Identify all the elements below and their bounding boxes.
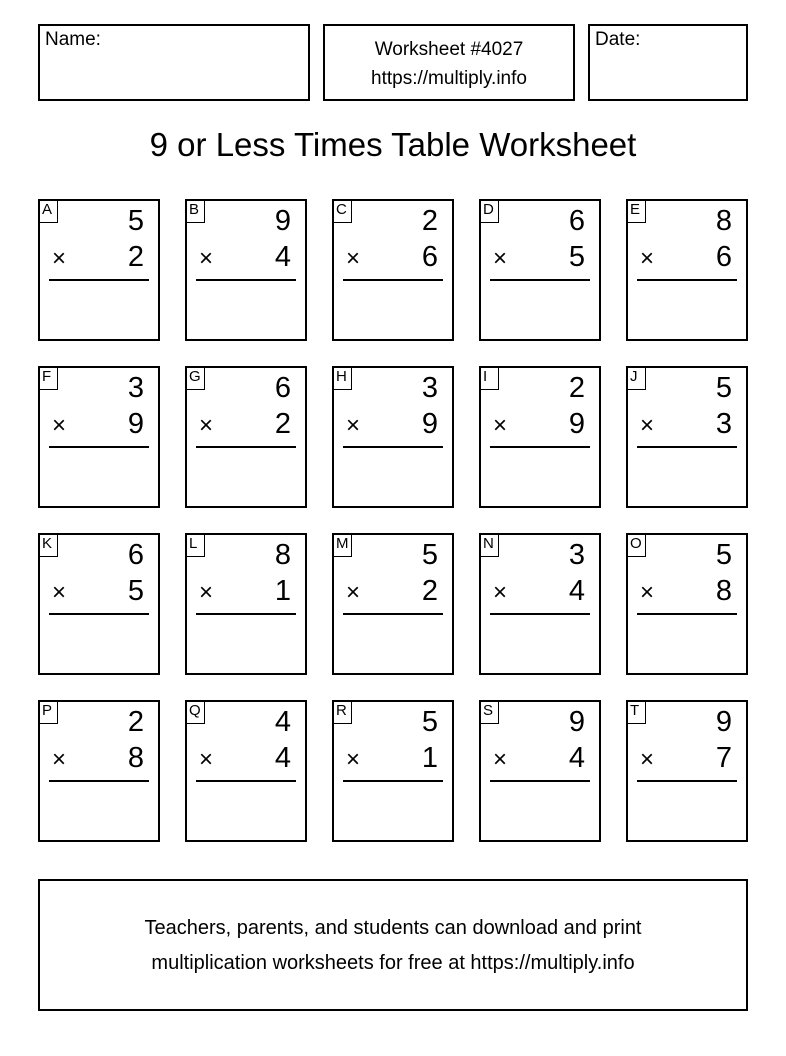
problem-label: B [185, 199, 205, 223]
multiplier: 2 [421, 575, 438, 607]
worksheet-url: https://multiply.info [371, 68, 527, 89]
multiplier: 5 [568, 241, 585, 273]
multiplicand: 5 [421, 539, 438, 571]
times-sign: × [199, 412, 214, 439]
answer-rule [49, 279, 149, 281]
times-sign: × [346, 412, 361, 439]
answer-rule [196, 446, 296, 448]
times-sign: × [199, 579, 214, 606]
answer-rule [490, 279, 590, 281]
multiplier: 2 [127, 241, 144, 273]
problem-label: N [479, 533, 499, 557]
times-sign: × [640, 245, 655, 272]
answer-rule [637, 780, 737, 782]
multiplicand: 6 [568, 205, 585, 237]
answer-rule [49, 613, 149, 615]
multiplicand: 4 [274, 706, 291, 738]
times-sign: × [52, 412, 67, 439]
worksheet-number: Worksheet #4027 [374, 39, 524, 60]
problem-card[interactable] [185, 366, 307, 508]
answer-rule [196, 780, 296, 782]
problem-card[interactable] [38, 533, 160, 675]
multiplicand: 6 [127, 539, 144, 571]
problem-card[interactable] [38, 199, 160, 341]
problem-card[interactable] [626, 366, 748, 508]
multiplier: 4 [274, 241, 291, 273]
answer-rule [343, 279, 443, 281]
multiplicand: 9 [568, 706, 585, 738]
page-title: 9 or Less Times Table Worksheet [149, 126, 637, 163]
answer-rule [49, 780, 149, 782]
footer-line-2: multiplication worksheets for free at https://multiply.info [151, 952, 635, 974]
multiplier: 4 [568, 742, 585, 774]
multiplicand: 5 [715, 372, 732, 404]
multiplicand: 5 [421, 706, 438, 738]
problem-card[interactable] [479, 700, 601, 842]
problem-card[interactable] [626, 700, 748, 842]
answer-rule [343, 613, 443, 615]
problem-label: A [38, 199, 58, 223]
times-sign: × [52, 746, 67, 773]
problem-label: M [332, 533, 352, 557]
times-sign: × [640, 746, 655, 773]
multiplier: 2 [274, 408, 291, 440]
answer-rule [343, 780, 443, 782]
multiplicand: 5 [127, 205, 144, 237]
problem-card[interactable] [626, 199, 748, 341]
problem-label: Q [185, 700, 205, 724]
name-label: Name: [45, 29, 101, 50]
multiplier: 9 [568, 408, 585, 440]
answer-rule [637, 613, 737, 615]
problem-card[interactable] [332, 366, 454, 508]
problem-label: H [332, 366, 352, 390]
answer-rule [490, 446, 590, 448]
problem-card[interactable] [626, 533, 748, 675]
multiplier: 7 [715, 742, 732, 774]
times-sign: × [493, 412, 508, 439]
answer-rule [490, 613, 590, 615]
times-sign: × [493, 746, 508, 773]
multiplier: 1 [274, 575, 291, 607]
problem-card[interactable] [185, 533, 307, 675]
times-sign: × [52, 579, 67, 606]
problem-label: G [185, 366, 205, 390]
times-sign: × [493, 579, 508, 606]
problem-card[interactable] [38, 366, 160, 508]
multiplicand: 9 [715, 706, 732, 738]
problem-card[interactable] [332, 700, 454, 842]
times-sign: × [493, 245, 508, 272]
multiplicand: 8 [715, 205, 732, 237]
footer-note-box [38, 879, 748, 1011]
answer-rule [49, 446, 149, 448]
problem-label: E [626, 199, 646, 223]
multiplier: 5 [127, 575, 144, 607]
multiplicand: 2 [568, 372, 585, 404]
times-sign: × [346, 245, 361, 272]
problem-label: I [479, 366, 499, 390]
problem-card[interactable] [479, 366, 601, 508]
multiplier: 9 [421, 408, 438, 440]
times-sign: × [199, 245, 214, 272]
answer-rule [637, 279, 737, 281]
multiplier: 6 [715, 241, 732, 273]
multiplicand: 3 [421, 372, 438, 404]
problem-label: L [185, 533, 205, 557]
problem-card[interactable] [479, 199, 601, 341]
problem-label: J [626, 366, 646, 390]
worksheet-info-box [323, 24, 575, 101]
times-sign: × [346, 579, 361, 606]
answer-rule [196, 279, 296, 281]
problem-card[interactable] [38, 700, 160, 842]
times-sign: × [640, 579, 655, 606]
problem-card[interactable] [479, 533, 601, 675]
multiplier: 8 [127, 742, 144, 774]
answer-rule [196, 613, 296, 615]
multiplicand: 3 [127, 372, 144, 404]
answer-rule [637, 446, 737, 448]
multiplier: 1 [421, 742, 438, 774]
problem-label: P [38, 700, 58, 724]
answer-rule [490, 780, 590, 782]
times-sign: × [52, 245, 67, 272]
problem-card[interactable] [332, 533, 454, 675]
multiplier: 3 [715, 408, 732, 440]
problem-label: D [479, 199, 499, 223]
date-label: Date: [595, 29, 641, 50]
multiplicand: 5 [715, 539, 732, 571]
times-sign: × [346, 746, 361, 773]
problem-label: S [479, 700, 499, 724]
problem-card[interactable] [332, 199, 454, 341]
multiplicand: 8 [274, 539, 291, 571]
problem-card[interactable] [185, 700, 307, 842]
multiplicand: 6 [274, 372, 291, 404]
problem-label: O [626, 533, 646, 557]
problem-label: T [626, 700, 646, 724]
footer-line-1: Teachers, parents, and students can download and print [144, 917, 642, 939]
times-sign: × [199, 746, 214, 773]
times-sign: × [640, 412, 655, 439]
problem-card[interactable] [185, 199, 307, 341]
multiplier: 4 [568, 575, 585, 607]
multiplicand: 9 [274, 205, 291, 237]
answer-rule [343, 446, 443, 448]
multiplicand: 3 [568, 539, 585, 571]
problem-label: K [38, 533, 58, 557]
multiplicand: 2 [127, 706, 144, 738]
multiplier: 6 [421, 241, 438, 273]
problem-label: F [38, 366, 58, 390]
problem-label: C [332, 199, 352, 223]
name-field-box[interactable] [38, 24, 310, 101]
multiplier: 4 [274, 742, 291, 774]
date-field-box[interactable] [588, 24, 748, 101]
multiplier: 8 [715, 575, 732, 607]
multiplicand: 2 [421, 205, 438, 237]
multiplier: 9 [127, 408, 144, 440]
problem-label: R [332, 700, 352, 724]
